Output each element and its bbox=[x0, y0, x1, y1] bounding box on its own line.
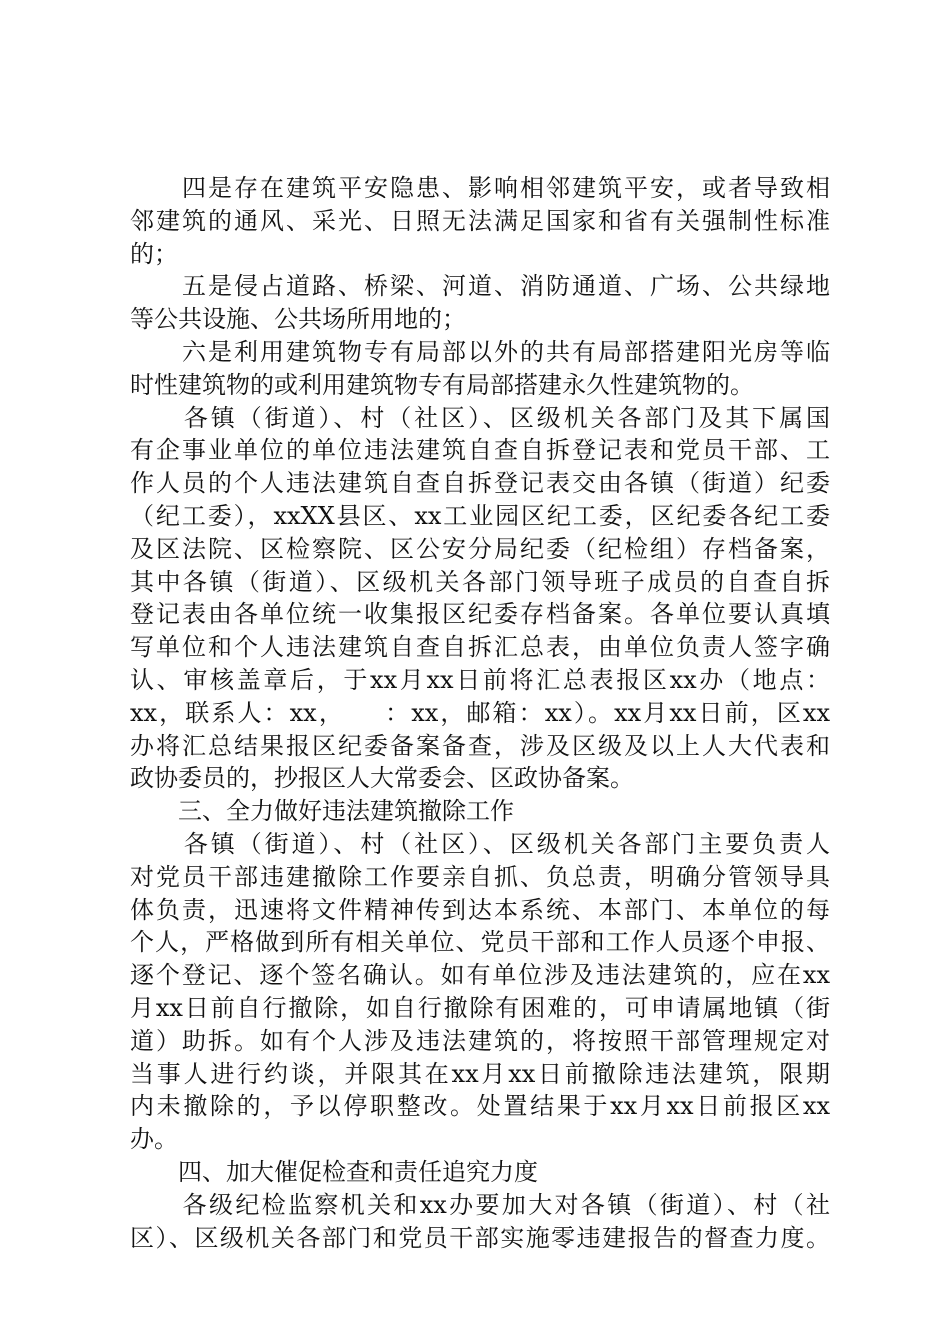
text-line: 写单位和个人违法建筑自查自拆汇总表，由单位负责人签字确 bbox=[130, 633, 830, 662]
text-line: 登记表由各单位统一收集报区纪委存档备案。各单位要认真填 bbox=[130, 600, 830, 629]
text-line: 五是侵占道路、桥梁、河道、消防通道、广场、公共绿地 bbox=[130, 272, 830, 301]
text-line: 内未撤除的，予以停职整改。处置结果于xx月xx日前报区xx bbox=[130, 1092, 830, 1121]
text-line: 当事人进行约谈，并限其在xx月xx日前撤除违法建筑，限期 bbox=[130, 1059, 830, 1088]
text-line: xx，联系人：xx， ：xx，邮箱：xx）。xx月xx日前，区xx bbox=[130, 698, 830, 727]
text-line: 体负责，迅速将文件精神传到达本系统、本部门、本单位的每 bbox=[130, 895, 830, 924]
text-line: （纪工委），xxXX县区、xx工业园区纪工委，区纪委各纪工委 bbox=[130, 501, 830, 530]
text-line: 各镇（街道）、村（社区）、区级机关各部门及其下属国 bbox=[130, 403, 830, 432]
text-line: 各镇（街道）、村（社区）、区级机关各部门主要负责人 bbox=[130, 829, 830, 858]
text-line: 有企事业单位的单位违法建筑自查自拆登记表和党员干部、工 bbox=[130, 436, 830, 465]
text-line: 个人，严格做到所有相关单位、党员干部和工作人员逐个申报、 bbox=[130, 928, 830, 957]
text-line: 区）、区级机关各部门和党员干部实施零违建报告的督查力度。 bbox=[130, 1223, 830, 1252]
text-line: 等公共设施、公共场所用地的； bbox=[130, 305, 466, 334]
text-line: 时性建筑物的或利用建筑物专有局部搭建永久性建筑物的。 bbox=[130, 370, 754, 399]
text-line: 政协委员的，抄报区人大常委会、区政协备案。 bbox=[130, 764, 634, 793]
text-line: 作人员的个人违法建筑自查自拆登记表交由各镇（街道）纪委 bbox=[130, 469, 830, 498]
text-line: 月xx日前自行撤除，如自行撤除有困难的，可申请属地镇（街 bbox=[130, 993, 830, 1022]
text-line: 四是存在建筑平安隐患、影响相邻建筑平安，或者导致相 bbox=[130, 174, 830, 202]
text-line: 的； bbox=[130, 239, 178, 268]
text-line: 逐个登记、逐个签名确认。如有单位涉及违法建筑的，应在xx bbox=[130, 961, 830, 990]
text-line: 道）助拆。如有个人涉及违法建筑的，将按照干部管理规定对 bbox=[130, 1026, 830, 1055]
text-line: 邻建筑的通风、采光、日照无法满足国家和省有关强制性标准 bbox=[130, 206, 830, 235]
text-line: 其中各镇（街道）、区级机关各部门领导班子成员的自查自拆 bbox=[130, 567, 830, 596]
document-body bbox=[130, 172, 830, 1254]
text-line: 对党员干部违建撤除工作要亲自抓、负总责，明确分管领导具 bbox=[130, 862, 830, 891]
text-line: 办将汇总结果报区纪委备案备查，涉及区级及以上人大代表和 bbox=[130, 731, 830, 760]
text-line: 及区法院、区检察院、区公安分局纪委（纪检组）存档备案， bbox=[130, 534, 830, 563]
section-heading: 三、全力做好违法建筑撤除工作 bbox=[130, 797, 514, 826]
text-line: 六是利用建筑物专有局部以外的共有局部搭建阳光房等临 bbox=[130, 337, 830, 366]
section-heading: 四、加大催促检查和责任追究力度 bbox=[130, 1157, 538, 1186]
text-line: 各级纪检监察机关和xx办要加大对各镇（街道）、村（社 bbox=[130, 1190, 830, 1219]
text-line: 办。 bbox=[130, 1125, 178, 1154]
text-line: 认、审核盖章后，于xx月xx日前将汇总表报区xx办（地点： bbox=[130, 665, 830, 694]
